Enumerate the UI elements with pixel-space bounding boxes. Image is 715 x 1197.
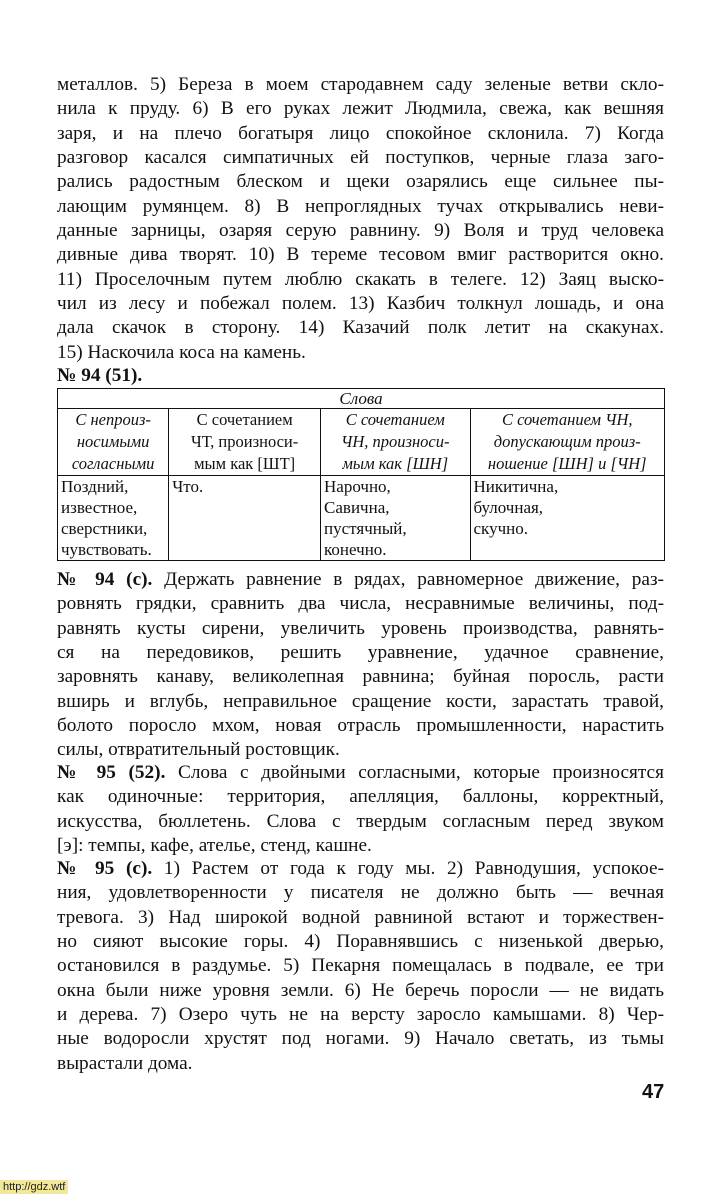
column-header xyxy=(169,409,321,476)
cell-word: Поздний, xyxy=(61,477,129,496)
text-line xyxy=(57,341,664,365)
header-line: мым как [ШН] xyxy=(342,454,449,473)
table-title: Слова xyxy=(58,389,665,409)
line-text: заря, и на плечо богатыря лицо спокойное склонила. 7) Когда xyxy=(57,122,664,144)
header-line: носимыми xyxy=(76,432,150,451)
paragraph-94c xyxy=(57,568,664,763)
line-text: и дерева. 7) Озеро чуть не на версту заросло камышами. 8) Чер- xyxy=(57,1004,664,1026)
paragraph-95-52 xyxy=(57,761,664,858)
header-line: С сочетанием xyxy=(196,410,293,429)
line-text: лающим румянцем. 8) В непроглядных тучах открывались неви- xyxy=(57,195,664,217)
text-line xyxy=(57,785,664,809)
text-line xyxy=(57,881,664,905)
cell-word: пустячный, xyxy=(324,519,407,538)
text-line xyxy=(57,954,664,978)
line-text: силы, отвратительный ростовщик. xyxy=(57,739,340,761)
line-text: заровнять канаву, великолепная равнина; буйная поросль, расти xyxy=(57,666,664,688)
header-line: согласными xyxy=(71,454,155,473)
header-line: ЧН, произноси- xyxy=(341,432,450,451)
line-text: искусства, бюллетень. Слова с твердым согласным перед звуком xyxy=(57,810,664,832)
cell-word: Что. xyxy=(172,477,204,496)
line-text: как одиночные: территория, апелляция, баллоны, корректный, xyxy=(57,786,664,808)
text-line xyxy=(57,170,664,194)
line-text: вширь и вглубь, неправильное сращение кости, зарастать травой, xyxy=(57,690,664,712)
table-cell xyxy=(470,476,665,561)
column-header xyxy=(58,409,169,476)
line-text: остановился в раздумье. 5) Пекарня помещалась в подвале, ее три xyxy=(57,955,664,977)
cell-word: Савична, xyxy=(324,498,390,517)
text-line xyxy=(57,810,664,834)
line-text: ся на передовиков, решить уравнение, удачное сравнение, xyxy=(57,642,664,664)
table-cell xyxy=(58,476,169,561)
text-line xyxy=(57,1027,664,1051)
line-text: данные зарницы, озаряя серую равнину. 9) Воля и труд человека xyxy=(57,220,664,242)
exercise-label: № 94 (с). xyxy=(57,569,153,590)
text-line xyxy=(57,761,664,785)
text-line xyxy=(57,1003,664,1027)
text-line xyxy=(57,738,664,762)
text-line xyxy=(57,243,664,267)
header-line: С сочетанием xyxy=(345,410,445,429)
text-line xyxy=(57,906,664,930)
text-line xyxy=(57,97,664,121)
text-line xyxy=(57,146,664,170)
text-line xyxy=(57,316,664,340)
line-text: 11) Проселочным путем люблю скакать в телеге. 12) Заяц выско- xyxy=(57,268,664,290)
text-line xyxy=(57,568,664,592)
line-text: но сияют высокие горы. 4) Поравнявшись с низенькой дверью, xyxy=(57,931,664,953)
text-line xyxy=(57,219,664,243)
words-table xyxy=(57,388,665,561)
cell-word: известное, xyxy=(61,498,138,517)
line-text: дала скачок в сторону. 14) Казачий полк летит на скакунах. xyxy=(57,317,664,339)
page-number: 47 xyxy=(642,1081,665,1103)
watermark-link[interactable]: http://gdz.wtf xyxy=(0,1180,68,1194)
paragraph-95c xyxy=(57,857,664,1076)
text-line xyxy=(57,617,664,641)
text-line xyxy=(57,857,664,881)
header-line: ЧТ, произноси- xyxy=(191,432,299,451)
text-line xyxy=(57,714,664,738)
column-header xyxy=(470,409,665,476)
line-text: ные водоросли хрустят под ногами. 9) Начало светать, из тьмы xyxy=(57,1028,664,1050)
table-cell xyxy=(321,476,470,561)
cell-word: скучно. xyxy=(473,519,528,538)
text-line xyxy=(57,1052,664,1076)
cell-word: сверстники, xyxy=(61,519,148,538)
header-line: мым как [ШТ] xyxy=(194,454,296,473)
text-line xyxy=(57,930,664,954)
cell-word: булочная, xyxy=(473,498,544,517)
cell-word: Нарочно, xyxy=(324,477,391,496)
column-header xyxy=(321,409,470,476)
text-line xyxy=(57,122,664,146)
text-line xyxy=(57,195,664,219)
line-text: ровнять грядки, сравнить два числа, несравнимые величины, под- xyxy=(57,593,664,615)
line-text: окна были ниже уровня земли. 6) Не беречь поросли — не видать xyxy=(57,979,664,1001)
line-text: равнять кусты сирени, увеличить уровень производства, равнять- xyxy=(57,617,664,639)
line-text: ния, удовлетворенности у писателя не должно быть — вечная xyxy=(57,882,664,904)
text-line xyxy=(57,292,664,316)
line-text: нила к пруду. 6) В его руках лежит Людмила, свежа, как вешняя xyxy=(57,98,664,120)
text-line xyxy=(57,592,664,616)
text-line xyxy=(57,73,664,97)
line-text: [э]: темпы, кафе, ателье, стенд, кашне. xyxy=(57,835,372,857)
header-line: допускающим произ- xyxy=(493,432,641,451)
text-line xyxy=(57,690,664,714)
line-text: 1) Растем от года к году мы. 2) Равнодушия, успокое- xyxy=(163,858,664,879)
line-text: разговор касался симпатичных ей поступков, черные глаза заго- xyxy=(57,147,664,169)
cell-word: чувствовать. xyxy=(61,540,152,559)
text-line xyxy=(57,268,664,292)
text-line xyxy=(57,979,664,1003)
line-text: дивные дива творят. 10) В тереме тесовом вмиг растворится окно. xyxy=(57,244,664,266)
header-line: С непроиз- xyxy=(75,410,151,429)
table-cell xyxy=(169,476,321,561)
cell-word: Никитична, xyxy=(473,477,559,496)
header-line: С сочетанием ЧН, xyxy=(501,410,633,429)
header-line: ношение [ШН] и [ЧН] xyxy=(487,454,647,473)
exercise-label: № 95 (52). xyxy=(57,762,166,783)
line-text: металлов. 5) Береза в моем стародавнем саду зеленые ветви скло- xyxy=(57,74,664,95)
paragraph-sentences xyxy=(57,73,664,365)
exercise-label: № 95 (с). xyxy=(57,858,153,879)
text-line xyxy=(57,834,664,858)
cell-word: конечно. xyxy=(324,540,387,559)
line-text: вырастали дома. xyxy=(57,1052,193,1074)
line-text: тревога. 3) Над широкой водной равниной встают и торжествен- xyxy=(57,906,664,928)
line-text: Держать равнение в рядах, равномерное движение, раз- xyxy=(164,569,664,590)
exercise-heading: № 94 (51). xyxy=(57,365,143,386)
line-text: болото поросло мхом, новая отрасль промышленности, нарастить xyxy=(57,715,664,737)
line-text: рались радостным блеском и щеки озарялись еще сильнее пы- xyxy=(57,171,664,193)
text-line xyxy=(57,641,664,665)
text-line xyxy=(57,665,664,689)
line-text: чил из лесу и побежал полем. 13) Казбич толкнул лошадь, и она xyxy=(57,293,664,315)
line-text: 15) Наскочила коса на камень. xyxy=(57,341,306,363)
line-text: Слова с двойными согласными, которые произносятся xyxy=(177,762,664,783)
